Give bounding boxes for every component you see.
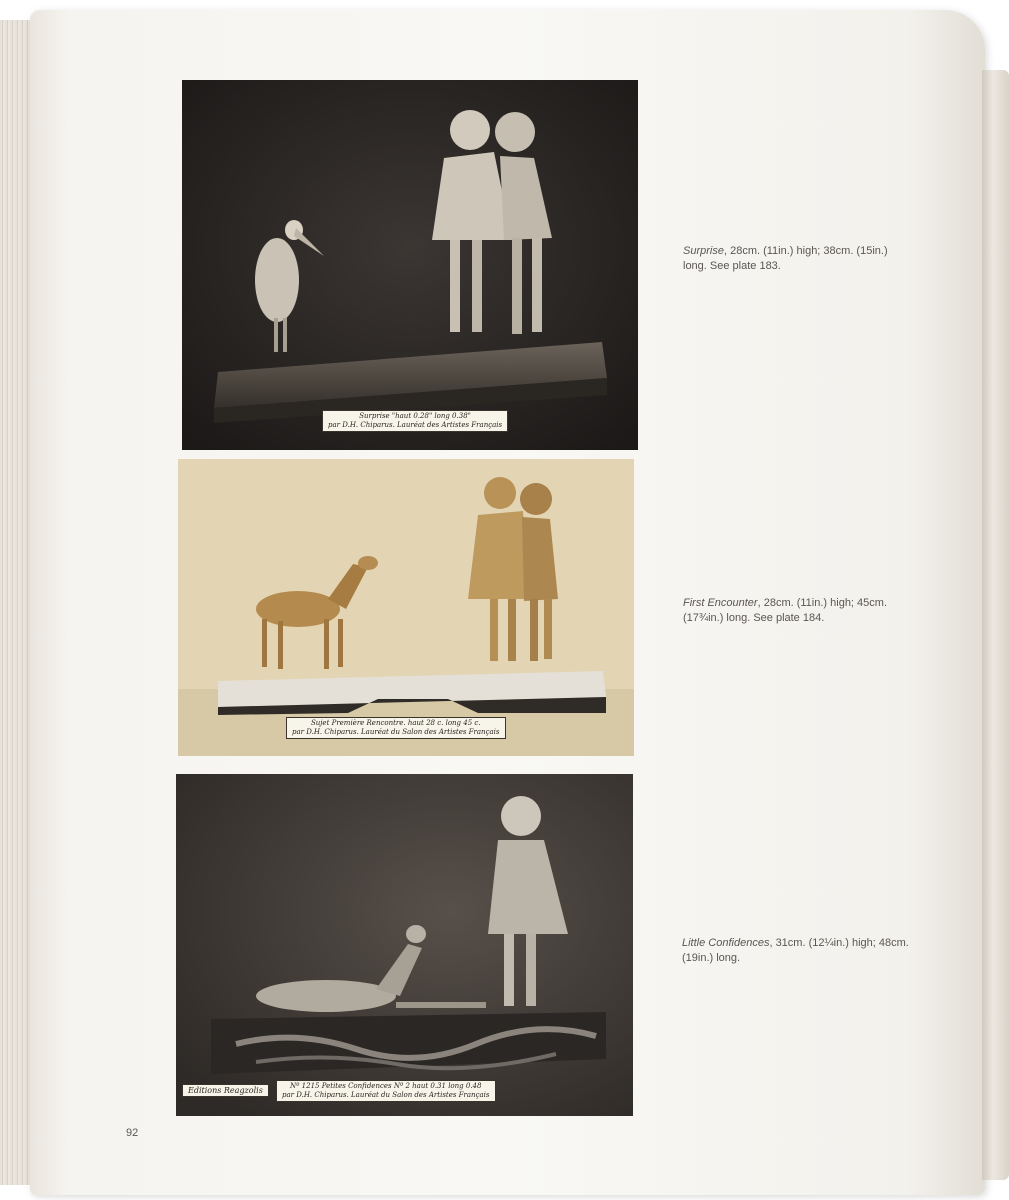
- plaque-line2: par D.H. Chiparus. Lauréat du Salon des Artistes Français: [282, 1091, 490, 1099]
- caption-text-line2: (19in.) long.: [682, 952, 741, 964]
- caption-text-line1: , 31cm. (12¼in.) high; 48cm.: [769, 937, 909, 949]
- plaque-line1: Sujet Première Rencontre. haut 28 c. long 45 c.: [310, 719, 481, 727]
- caption-text-line1: , 28cm. (11in.) high; 38cm. (15in.): [723, 245, 888, 257]
- page-stack-right: [982, 70, 1009, 1180]
- caption-title: Little Confidences: [682, 937, 770, 949]
- caption-surprise: [683, 244, 943, 274]
- plaque-line1: Nº 1215 Petites Confidences Nº 2 haut 0.31 long 0.48: [290, 1082, 482, 1090]
- plaque-line2: par D.H. Chiparus. Lauréat des Artistes Français: [328, 421, 503, 429]
- page-number: 92: [126, 1127, 139, 1139]
- photo-surprise: [182, 80, 638, 450]
- caption-first-encounter: [683, 596, 943, 626]
- caption-little-confidences: [682, 936, 942, 966]
- plaque-first-encounter: [286, 717, 506, 739]
- photo-little-confidences: [176, 774, 633, 1116]
- badge-text: Editions Reagzolis: [188, 1086, 263, 1095]
- caption-text-line1: , 28cm. (11in.) high; 45cm.: [757, 597, 887, 609]
- surprise-sculpture-image: [182, 80, 638, 450]
- photo-first-encounter: [178, 459, 634, 756]
- caption-title: Surprise: [683, 245, 724, 257]
- plaque-line1: Surprise "haut 0.28" long 0.38": [359, 412, 471, 420]
- little-confidences-sculpture-image: [176, 774, 633, 1116]
- plaque-line2: par D.H. Chiparus. Lauréat du Salon des Artistes Français: [292, 728, 500, 736]
- plaque-surprise: [322, 410, 508, 432]
- caption-text-line2: long. See plate 183.: [683, 260, 781, 272]
- caption-title: First Encounter: [683, 597, 758, 609]
- first-encounter-sculpture-image: [178, 459, 634, 756]
- badge-editions: [182, 1084, 269, 1097]
- plaque-little-confidences: [276, 1080, 496, 1102]
- caption-text-line2: (17¾in.) long. See plate 184.: [683, 612, 825, 624]
